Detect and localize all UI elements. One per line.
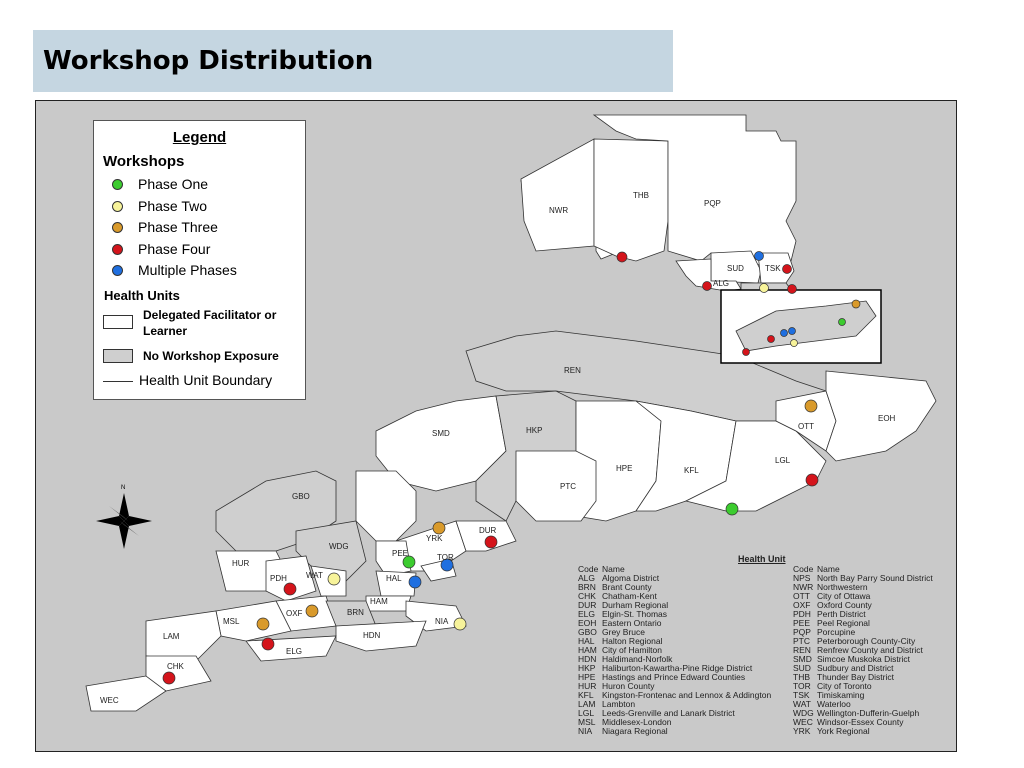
no-exposure-swatch [103,349,133,363]
code-table-name: City of Toronto [817,681,872,691]
code-table-code: KFL [578,690,594,700]
map-label-eoh: EOH [878,414,896,423]
code-table-code: ELG [578,609,596,619]
legend-item-label: Phase Four [138,241,211,257]
code-table-code: LAM [578,699,596,709]
boundary-line-swatch [103,381,133,382]
region-thb [594,139,668,261]
map-label-wec: WEC [100,696,119,705]
code-table-code: DUR [578,600,597,610]
code-table-name: Oxford County [817,600,872,610]
code-table-code: YRK [793,726,811,736]
map-label-lgl: LGL [775,456,791,465]
code-table-row [793,619,933,628]
code-table-name: Simcoe Muskoka District [817,654,911,664]
code-table-code: PEE [793,618,811,628]
map-label-hkp: HKP [526,426,543,435]
map-label-smd: SMD [432,429,450,438]
code-table-name: Wellington-Dufferin-Guelph [817,708,920,718]
code-table-name: Middlesex-London [602,717,672,727]
dot-phase-two [454,618,466,630]
code-table-code: THB [793,672,810,682]
code-table-code: HAL [578,636,595,646]
dot-phase-three [433,522,445,534]
code-table-code: BRN [578,582,596,592]
legend-health-units-heading: Health Units [104,288,180,303]
map-label-nia: NIA [435,617,449,626]
code-table-code: REN [793,645,811,655]
code-table-code: PDH [793,609,811,619]
code-table-name: City of Ottawa [817,591,871,601]
code-table-name: Peel Regional [817,618,870,628]
code-table-code: MSL [578,717,596,727]
code-table-code: SMD [793,654,812,664]
code-table-name: Thunder Bay District [817,672,894,682]
dot-phase-four [163,672,175,684]
no-exposure-label: No Workshop Exposure [143,349,279,363]
map-label-ptc: PTC [560,482,576,491]
code-table-code: TSK [793,690,810,700]
code-table-name: Chatham-Kent [602,591,657,601]
map-label-msl: MSL [223,617,240,626]
dot-multiple-phases [755,252,764,261]
region-lam [146,611,221,661]
code-table-title: Health Unit [738,554,786,564]
delegated-label: Delegated Facilitator or Learner [143,308,277,338]
dot-phase-four [485,536,497,548]
code-table-code: OTT [793,591,810,601]
region-ptc [516,451,596,521]
code-table-code: SUD [793,663,811,673]
dot-phase-four [262,638,274,650]
code-table-name: Northwestern [817,582,868,592]
dot-phase-three [257,618,269,630]
code-table-name: Waterloo [817,699,851,709]
map-label-alg: ALG [713,279,730,288]
title-bar [33,30,673,92]
dot-phase-two [328,573,340,585]
code-table-code: WEC [793,717,813,727]
code-table-code: HAM [578,645,597,655]
code-table-name: Perth District [817,609,866,619]
legend-item-label: Multiple Phases [138,262,237,278]
code-table-code: HDN [578,654,597,664]
boundary-label: Health Unit Boundary [139,372,273,388]
inset-dot [791,340,798,347]
code-table-name: Hastings and Prince Edward Counties [602,672,746,682]
region-smd [356,471,416,541]
code-table-code: NWR [793,582,814,592]
map-label-pqp: PQP [704,199,721,208]
region-nwr-shape [521,139,594,251]
code-table-name: City of Hamilton [602,645,662,655]
yellow-dot-icon [112,201,123,212]
map-label-hpe: HPE [616,464,633,473]
map-label-ham: HAM [370,597,388,606]
code-table-code: LGL [578,708,595,718]
code-table-code: NPS [793,573,811,583]
code-table-code: HKP [578,663,596,673]
map-label-lam: LAM [163,632,180,641]
map-label-wat: WAT [306,571,323,580]
code-table-name: Eastern Ontario [602,618,662,628]
legend-title: Legend [172,129,227,146]
map-label-elg: ELG [286,647,303,656]
map-label-yrk: YRK [426,534,443,543]
legend-item-label: Phase Two [138,198,208,214]
code-table-name: Niagara Regional [602,726,668,736]
dot-phase-four [806,474,818,486]
dot-phase-three [306,605,318,617]
map-label-ren: REN [564,366,581,375]
code-table-name: Haldimand-Norfolk [602,654,673,664]
map-label-tor: TOR [437,553,454,562]
map-label-hal: HAL [386,574,402,583]
code-table-name: Haliburton-Kawartha-Pine Ridge District [602,663,753,673]
code-table-code: TOR [793,681,811,691]
dot-phase-four [788,285,797,294]
code-table-name: Peterborough County-City [817,636,916,646]
inset-dot [852,300,860,308]
dot-phase-four [703,282,712,291]
code-table-name: Durham Regional [602,600,669,610]
code-table-code: WAT [793,699,811,709]
legend [93,120,306,400]
code-table-name: Name [602,564,625,574]
map-label-ott: OTT [798,422,814,431]
code-table-left-column [578,565,771,736]
map-label-wdg: WDG [329,542,349,551]
inset-dot [743,349,750,356]
dot-phase-three [805,400,817,412]
dot-phase-four [783,265,792,274]
map-label-pdh: PDH [270,574,287,583]
dot-phase-four [617,252,627,262]
code-table-name: Name [817,564,840,574]
map-label-kfl: KFL [684,466,699,475]
compass-rose-icon [96,485,152,549]
code-table-code: Code [793,564,814,574]
code-table-name: York Regional [817,726,870,736]
map-label-brn: BRN [347,608,364,617]
dot-multiple-phases [409,576,421,588]
code-table-code: GBO [578,627,597,637]
code-table-name: North Bay Parry Sound District [817,573,933,583]
code-table-right-column [793,565,933,736]
code-table-name: Kingston-Frontenac and Lennox & Addington [602,690,772,700]
code-table-name: Brant County [602,582,652,592]
code-table-code: HPE [578,672,596,682]
map-label-pee: PEE [392,549,409,558]
code-table-code: PTC [793,636,810,646]
map-label-gbo: GBO [292,492,310,501]
code-table-code: CHK [578,591,596,601]
code-table-code: Code [578,564,599,574]
map-label-dur: DUR [479,526,497,535]
code-table-row [793,691,933,700]
code-table-code: OXF [793,600,811,610]
dot-phase-two [760,284,769,293]
health-unit-code-table [578,554,958,744]
map-label-thb: THB [633,191,649,200]
code-table-name: Renfrew County and District [817,645,923,655]
code-table-row [578,727,771,736]
legend-item-label: Phase One [138,176,209,192]
code-table-code: EOH [578,618,597,628]
code-table-name: Porcupine [817,627,856,637]
code-table-name: Lambton [602,699,636,709]
map-label-tsk: TSK [765,264,781,273]
code-table-name: Halton Regional [602,636,663,646]
code-table-name: Windsor-Essex County [817,717,904,727]
dot-phase-one [726,503,738,515]
green-dot-icon [112,179,123,190]
orange-dot-icon [112,222,123,233]
map-panel [35,100,957,752]
code-table-name: Sudbury and District [817,663,894,673]
map-label-hdn: HDN [363,631,381,640]
svg-text:N: N [121,485,126,491]
code-table-name: Leeds-Grenville and Lanark District [602,708,735,718]
inset-dot [768,336,775,343]
map-label-nwr: NWR [549,206,569,215]
code-table-code: HUR [578,681,597,691]
code-table-name: Grey Bruce [602,627,645,637]
map-label-chk: CHK [167,662,184,671]
legend-item-label: Phase Three [138,219,218,235]
code-table-row [793,727,933,736]
map-label-sud: SUD [727,264,744,273]
map-label-oxf: OXF [286,609,303,618]
code-table-code: PQP [793,627,811,637]
code-table-name: Elgin-St. Thomas [602,609,668,619]
inset-dot [789,328,796,335]
inset-dot [839,319,846,326]
inset-dot [781,330,788,337]
code-table-code: NIA [578,726,593,736]
code-table-code: WDG [793,708,814,718]
dot-phase-four [284,583,296,595]
red-dot-icon [112,244,123,255]
legend-workshops-heading: Workshops [103,153,185,170]
region-hdn [336,621,426,651]
map-label-hur: HUR [232,559,250,568]
page-title: Workshop Distribution [43,46,374,76]
code-table-name: Timiskaming [817,690,865,700]
code-table-code: ALG [578,573,596,583]
code-table-name: Huron County [602,681,655,691]
code-table-name: Algoma District [602,573,660,583]
delegated-swatch [103,315,133,329]
blue-dot-icon [112,265,123,276]
